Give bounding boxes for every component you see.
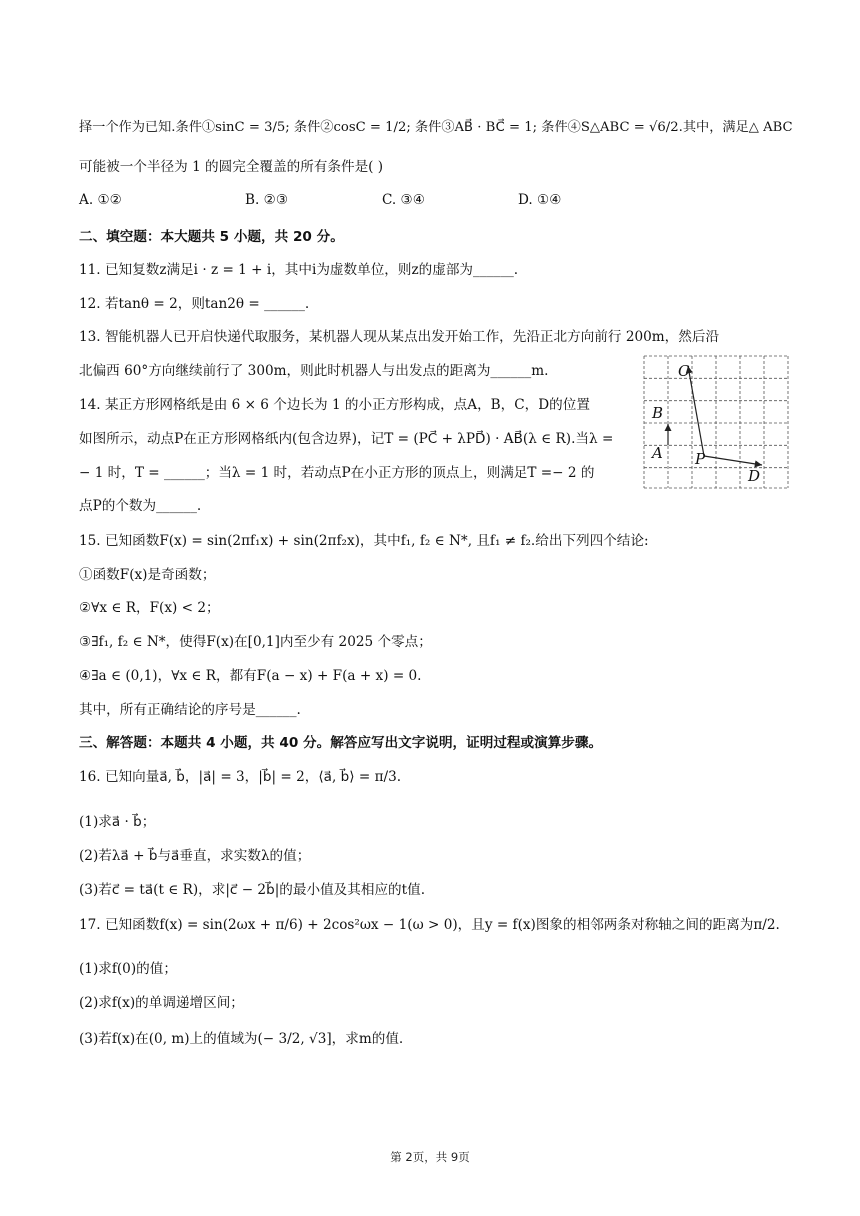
section2-heading: 二、填空题：本大题共 5 小题，共 20 分。 bbox=[79, 229, 344, 245]
q17-part3: (3)若f(x)在(0, m)上的值域为(− 3/2, √3]，求m的值. bbox=[79, 1031, 404, 1047]
label-d: D bbox=[748, 467, 761, 485]
q14-line2: 如图所示，动点P在正方形网格纸内(包含边界)，记T = (PC⃗ + λPD⃗) · AB⃗(λ ∈ R).当λ = bbox=[79, 431, 614, 447]
q16-stem: 16. 已知向量a⃗, b⃗，|a⃗| = 3，|b⃗| = 2，⟨a⃗, b⃗⟩ = π/3. bbox=[79, 769, 402, 785]
q13-line2: 北偏西 60°方向继续前行了 300m，则此时机器人与出发点的距离为______m. bbox=[79, 363, 549, 379]
label-p: P bbox=[695, 450, 706, 468]
grid-lines bbox=[644, 356, 788, 488]
section3-heading: 三、解答题：本题共 4 小题，共 40 分。解答应写出文字说明，证明过程或演算步骤。 bbox=[79, 735, 603, 751]
q14-line3: − 1 时，T = ______；当λ = 1 时，若动点P在小正方形的顶点上，则满足T =− 2 的 bbox=[79, 465, 595, 481]
q13-line1: 13. 智能机器人已开启快递代取服务，某机器人现从某点出发开始工作，先沿正北方向前行 200m，然后沿 bbox=[79, 329, 720, 345]
q14-line1: 14. 某正方形网格纸是由 6 × 6 个边长为 1 的小正方形构成，点A，B，C，D的位置 bbox=[79, 397, 590, 413]
q10-option-c: C. ③④ bbox=[382, 192, 425, 208]
q12: 12. 若tanθ = 2，则tan2θ = ______. bbox=[79, 296, 310, 312]
q15-ask: 其中，所有正确结论的序号是______. bbox=[79, 702, 301, 718]
q14-line4: 点P的个数为______. bbox=[79, 498, 202, 514]
label-c: C bbox=[678, 362, 690, 380]
vector-pc bbox=[688, 366, 704, 456]
q10-line1: 择一个作为已知.条件①sinC = 3/5; 条件②cosC = 1/2; 条件③AB⃗ · BC⃗ = 1; 条件④S△ABC = √6/2.其中，满足△ ABC bbox=[79, 120, 793, 135]
q15-conclusion-4: ④∃a ∈ (0,1)，∀x ∈ R，都有F(a − x) + F(a + x) = 0. bbox=[79, 668, 422, 684]
q15-conclusion-3: ③∃f₁, f₂ ∈ N*，使得F(x)在[0,1]内至少有 2025 个零点； bbox=[79, 634, 432, 650]
q16-part2: (2)若λa⃗ + b⃗与a⃗垂直，求实数λ的值； bbox=[79, 848, 311, 864]
q10-line2: 可能被一个半径为 1 的圆完全覆盖的所有条件是( ) bbox=[79, 159, 384, 175]
q15-line1: 15. 已知函数F(x) = sin(2πf₁x) + sin(2πf₂x)，其中f₁, f₂ ∈ N*, 且f₁ ≠ f₂.给出下列四个结论: bbox=[79, 533, 649, 549]
q17-stem: 17. 已知函数f(x) = sin(2ωx + π/6) + 2cos²ωx − 1(ω > 0)，且y = f(x)图象的相邻两条对称轴之间的距离为π/2. bbox=[79, 917, 780, 933]
label-a: A bbox=[652, 444, 663, 462]
vector-pd bbox=[704, 456, 762, 465]
label-b: B bbox=[652, 404, 664, 422]
q10-option-d: D. ①④ bbox=[518, 192, 562, 208]
q17-part2: (2)求f(x)的单调递增区间； bbox=[79, 995, 244, 1011]
q10-option-a: A. ①② bbox=[79, 192, 122, 208]
q17-part1: (1)求f(0)的值； bbox=[79, 961, 177, 977]
q10-option-b: B. ②③ bbox=[245, 192, 289, 208]
q11: 11. 已知复数z满足i · z = 1 + i，其中i为虚数单位，则z的虚部为______. bbox=[79, 262, 519, 278]
q15-conclusion-2: ②∀x ∈ R，F(x) < 2； bbox=[79, 600, 220, 616]
q16-part1: (1)求a⃗ · b⃗； bbox=[79, 814, 156, 830]
page-footer: 第 2页，共 9页 bbox=[390, 1150, 470, 1164]
q14-grid-figure bbox=[640, 354, 792, 490]
q15-conclusion-1: ①函数F(x)是奇函数； bbox=[79, 567, 216, 583]
q16-part3: (3)若c⃗ = ta⃗(t ∈ R)，求|c⃗ − 2b⃗|的最小值及其相应的t值. bbox=[79, 882, 426, 898]
